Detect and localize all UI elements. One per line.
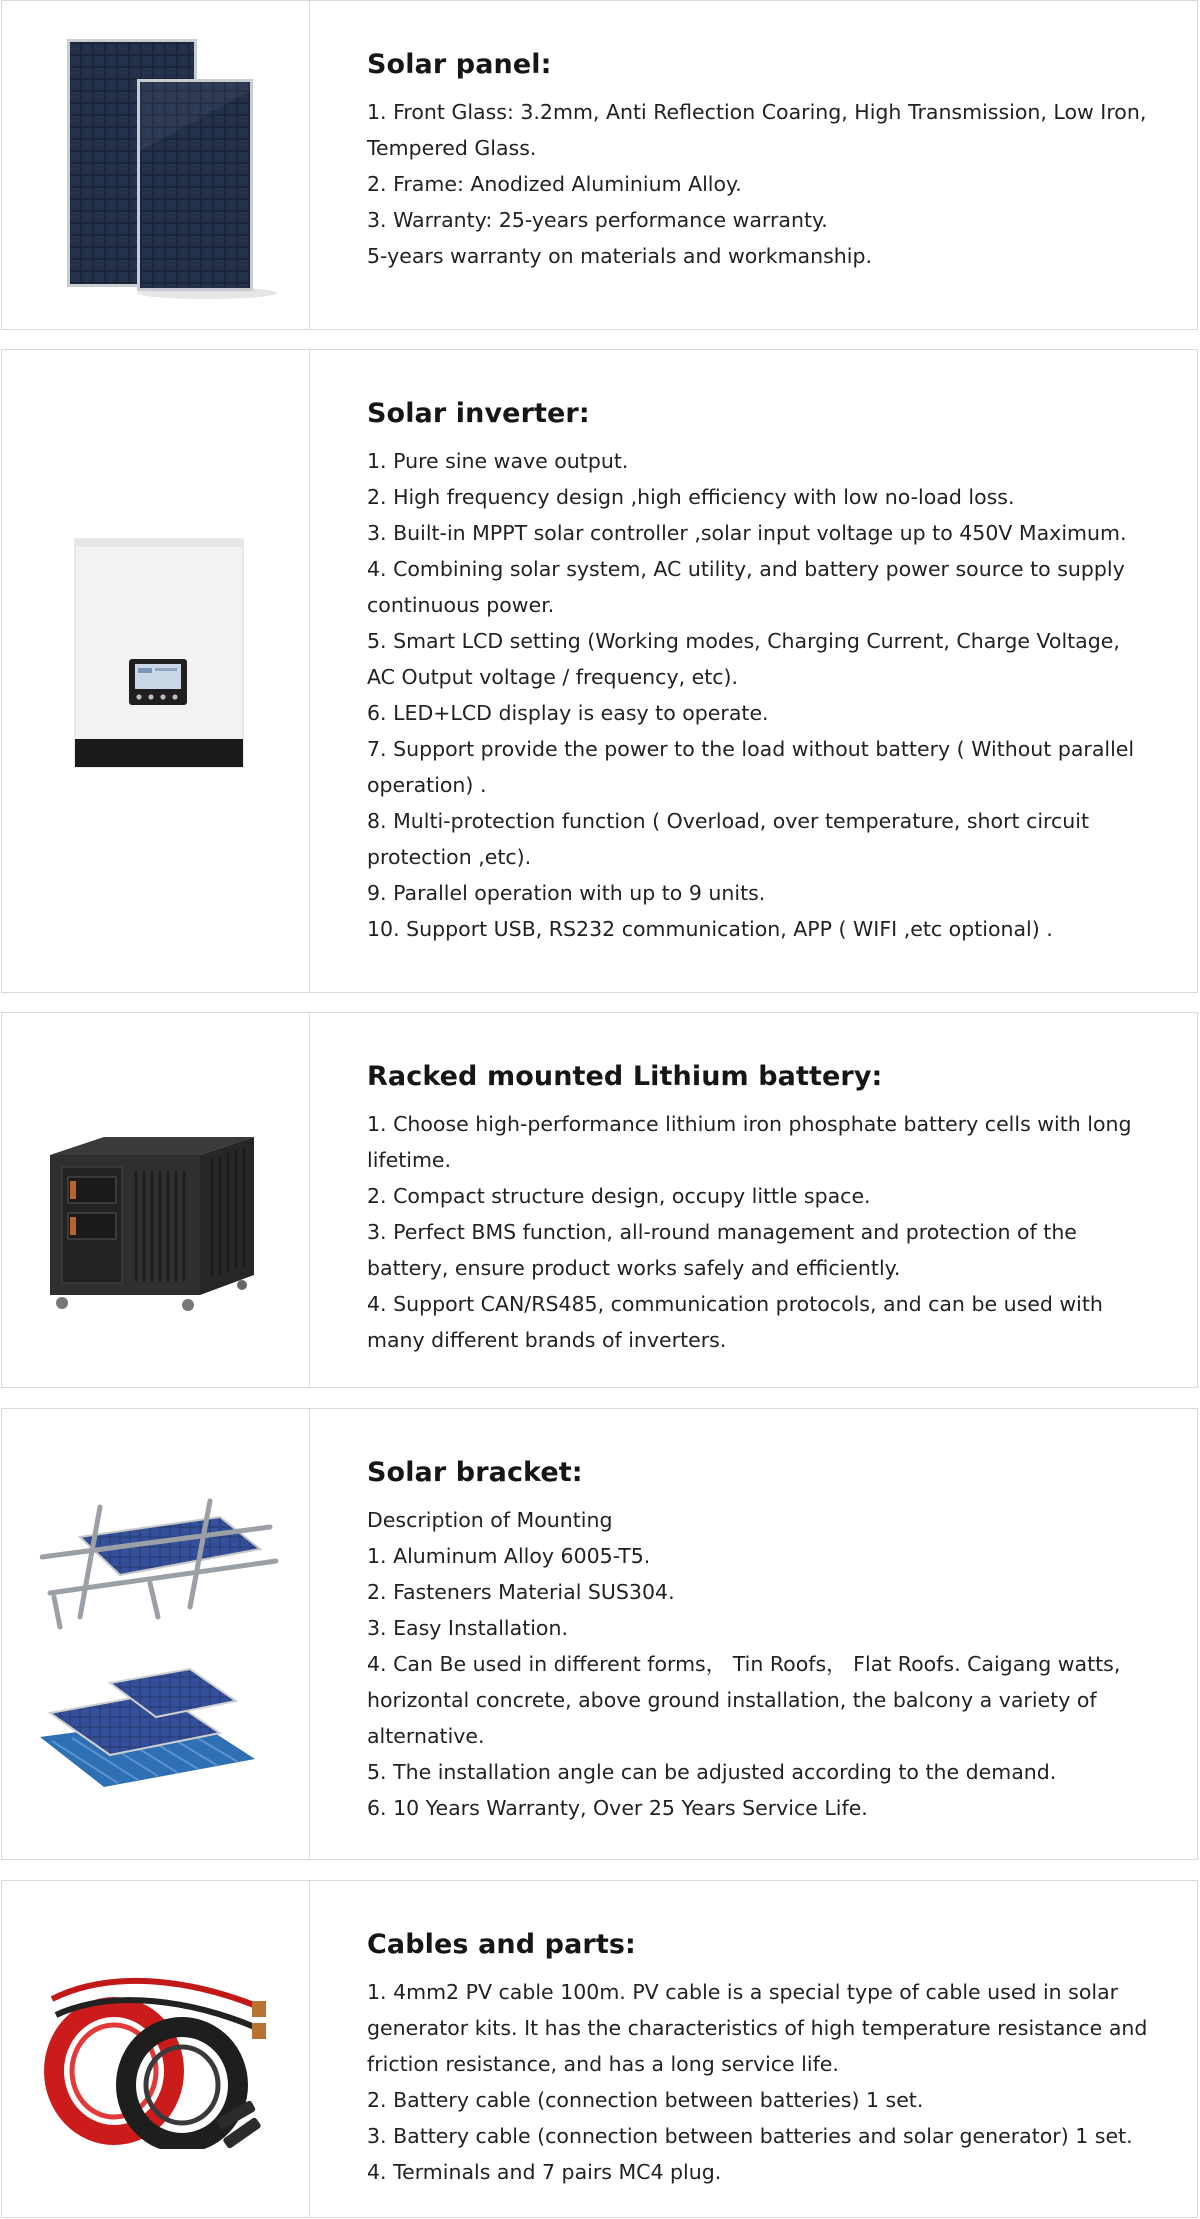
section-line: 4. Terminals and 7 pairs MC4 plug. [367,2160,722,2184]
solar-bracket-section [1,1408,1198,1860]
solar-bracket-icon [40,1497,280,1797]
section-line: Description of Mounting [367,1508,613,1532]
section-line: friction resistance, and has a long service life. [367,2052,839,2076]
solar-bracket-image-cell [2,1409,310,1859]
solar-panel-image-cell [2,1,310,329]
section-line: 1. Front Glass: 3.2mm, Anti Reflection Coaring, High Transmission, Low Iron, [367,100,1147,124]
section-line: 3. Built-in MPPT solar controller ,solar input voltage up to 450V Maximum. [367,521,1127,545]
section-line: 5-years warranty on materials and workmanship. [367,244,873,268]
section-lines [367,1974,1157,2190]
solar-bracket-text [367,1457,1157,1826]
section-line: 10. Support USB, RS232 communication, APP ( WIFI ,etc optional) . [367,917,1053,941]
section-line: 1. 4mm2 PV cable 100m. PV cable is a special type of cable used in solar [367,1980,1119,2004]
section-line: 2. Battery cable (connection between batteries) 1 set. [367,2088,924,2112]
section-line: battery, ensure product works safely and efficiently. [367,1256,901,1280]
lithium-battery-image-cell [2,1013,310,1387]
section-line: AC Output voltage / frequency, etc). [367,665,739,689]
cables-parts-section [1,1880,1198,2218]
section-line: 2. Fasteners Material SUS304. [367,1580,675,1604]
battery-cabinet-icon [40,1125,270,1315]
section-line: alternative. [367,1724,485,1748]
section-line: 5. The installation angle can be adjusted according to the demand. [367,1760,1057,1784]
section-line: continuous power. [367,593,555,617]
section-line: 6. 10 Years Warranty, Over 25 Years Service Life. [367,1796,868,1820]
section-line: 1. Choose high-performance lithium iron phosphate battery cells with long [367,1112,1132,1136]
section-title: Solar panel: [367,49,552,80]
section-line: protection ,etc). [367,845,532,869]
section-title: Racked mounted Lithium battery: [367,1061,883,1092]
section-title: Solar inverter: [367,398,590,429]
section-lines [367,443,1157,947]
solar-panel-text [367,49,1157,274]
section-line: 8. Multi-protection function ( Overload, over temperature, short circuit [367,809,1090,833]
section-lines [367,94,1157,274]
section-line: 4. Combining solar system, AC utility, and battery power source to supply [367,557,1125,581]
section-line: 6. LED+LCD display is easy to operate. [367,701,769,725]
section-line: 7. Support provide the power to the load without battery ( Without parallel [367,737,1135,761]
lithium-battery-text [367,1061,1157,1358]
section-line: 2. Frame: Anodized Aluminium Alloy. [367,172,742,196]
cables-icon [42,1959,272,2149]
section-title: Cables and parts: [367,1929,636,1960]
section-line: 2. High frequency design ,high efficiency with low no-load loss. [367,485,1015,509]
section-lines [367,1106,1157,1358]
section-line: 1. Aluminum Alloy 6005-T5. [367,1544,651,1568]
cables-parts-text [367,1929,1157,2190]
section-line: 1. Pure sine wave output. [367,449,629,473]
section-line: operation) . [367,773,487,797]
section-title: Solar bracket: [367,1457,583,1488]
solar-inverter-text [367,398,1157,947]
lithium-battery-section [1,1012,1198,1388]
solar-panel-section [1,0,1198,330]
section-line: 3. Battery cable (connection between batteries and solar generator) 1 set. [367,2124,1133,2148]
section-line: Tempered Glass. [367,136,537,160]
section-line: horizontal concrete, above ground installation, the balcony a variety of [367,1688,1097,1712]
solar-inverter-section [1,349,1198,993]
inverter-icon [67,535,247,795]
section-line: 3. Perfect BMS function, all-round management and protection of the [367,1220,1077,1244]
section-line: generator kits. It has the characteristics of high temperature resistance and [367,2016,1148,2040]
section-line: lifetime. [367,1148,452,1172]
section-line: 4. Can Be used in different forms， Tin Roofs， Flat Roofs. Caigang watts, [367,1652,1121,1676]
section-line: many different brands of inverters. [367,1328,727,1352]
section-line: 4. Support CAN/RS485, communication protocols, and can be used with [367,1292,1103,1316]
section-line: 3. Easy Installation. [367,1616,568,1640]
solar-panel-icon [57,31,277,301]
section-line: 5. Smart LCD setting (Working modes, Charging Current, Charge Voltage, [367,629,1120,653]
section-line: 2. Compact structure design, occupy little space. [367,1184,871,1208]
section-line: 3. Warranty: 25-years performance warranty. [367,208,828,232]
solar-inverter-image-cell [2,350,310,992]
section-lines [367,1502,1157,1826]
cables-parts-image-cell [2,1881,310,2217]
section-line: 9. Parallel operation with up to 9 units. [367,881,766,905]
